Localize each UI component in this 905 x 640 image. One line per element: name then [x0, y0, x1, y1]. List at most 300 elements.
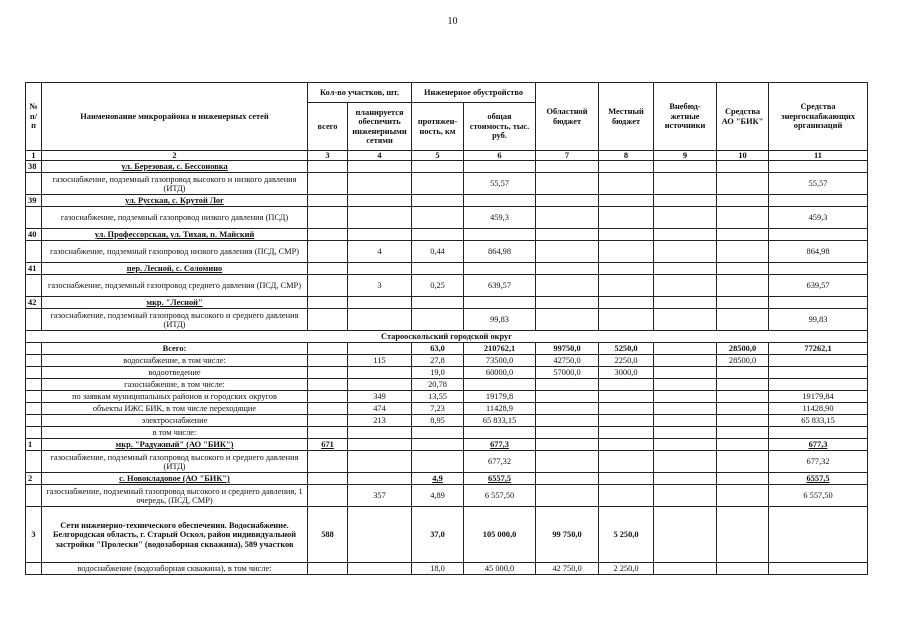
- value-cell: [536, 173, 599, 195]
- row-number-cell: [26, 427, 42, 439]
- value-cell: 5 250,0: [599, 507, 654, 563]
- value-cell: [599, 195, 654, 207]
- value-cell: [654, 355, 717, 367]
- row-name-cell: мкр. "Лесной": [42, 297, 308, 309]
- value-cell: 42750,0: [536, 355, 599, 367]
- row-number-cell: [26, 275, 42, 297]
- column-number: 4: [348, 151, 412, 161]
- value-cell: 6557,5: [464, 473, 536, 485]
- row-name-cell: объекты ИЖС БИК, в том числе переходящие: [42, 403, 308, 415]
- value-cell: 639,57: [464, 275, 536, 297]
- table-row: [26, 507, 868, 563]
- value-cell: [599, 403, 654, 415]
- value-cell: [536, 473, 599, 485]
- section-title: Старооскольский городской округ: [26, 331, 868, 343]
- row-number-cell: [26, 173, 42, 195]
- value-cell: 65 833,15: [769, 415, 868, 427]
- value-cell: [717, 439, 769, 451]
- value-cell: [308, 195, 348, 207]
- value-cell: [308, 309, 348, 331]
- page-number: 10: [447, 16, 458, 27]
- value-cell: [717, 485, 769, 507]
- value-cell: [717, 275, 769, 297]
- value-cell: 4,89: [412, 485, 464, 507]
- value-cell: 105 000,0: [464, 507, 536, 563]
- value-cell: [769, 161, 868, 173]
- table-row: [26, 161, 868, 173]
- value-cell: [769, 229, 868, 241]
- value-cell: 671: [308, 439, 348, 451]
- value-cell: [308, 473, 348, 485]
- value-cell: [654, 367, 717, 379]
- value-cell: 63,0: [412, 343, 464, 355]
- value-cell: [464, 161, 536, 173]
- column-number: 10: [717, 151, 769, 161]
- value-cell: [308, 355, 348, 367]
- row-number-cell: [26, 485, 42, 507]
- value-cell: [769, 355, 868, 367]
- value-cell: 28500,0: [717, 343, 769, 355]
- value-cell: 27,8: [412, 355, 464, 367]
- value-cell: [412, 451, 464, 473]
- value-cell: [308, 563, 348, 575]
- value-cell: [348, 379, 412, 391]
- value-cell: [348, 297, 412, 309]
- value-cell: 55,57: [464, 173, 536, 195]
- row-number-cell: 38: [26, 161, 42, 173]
- value-cell: [599, 427, 654, 439]
- value-cell: [717, 207, 769, 229]
- value-cell: [769, 195, 868, 207]
- table-row: [26, 297, 868, 309]
- value-cell: [412, 229, 464, 241]
- row-number-cell: [26, 355, 42, 367]
- value-cell: [536, 379, 599, 391]
- value-cell: [412, 439, 464, 451]
- value-cell: [348, 195, 412, 207]
- row-number-cell: 39: [26, 195, 42, 207]
- row-number-cell: [26, 563, 42, 575]
- value-cell: [412, 195, 464, 207]
- value-cell: 6 557,50: [769, 485, 868, 507]
- value-cell: [308, 427, 348, 439]
- table-row: [26, 379, 868, 391]
- value-cell: [654, 439, 717, 451]
- value-cell: 7,23: [412, 403, 464, 415]
- value-cell: [654, 485, 717, 507]
- header-regional: Областной бюджет: [536, 83, 599, 151]
- value-cell: [599, 391, 654, 403]
- table-row: [26, 403, 868, 415]
- value-cell: [348, 343, 412, 355]
- table-row: [26, 309, 868, 331]
- value-cell: [348, 263, 412, 275]
- table-header: [26, 83, 868, 161]
- row-number-cell: [26, 309, 42, 331]
- column-number: 2: [42, 151, 308, 161]
- value-cell: [412, 427, 464, 439]
- row-number-cell: [26, 379, 42, 391]
- row-name-cell: мкр. "Радужный" (АО "БИК"): [42, 439, 308, 451]
- table-row: [26, 195, 868, 207]
- value-cell: 13,55: [412, 391, 464, 403]
- value-cell: [654, 379, 717, 391]
- value-cell: 459,3: [464, 207, 536, 229]
- value-cell: 45 000,0: [464, 563, 536, 575]
- value-cell: [536, 263, 599, 275]
- row-number-cell: 40: [26, 229, 42, 241]
- value-cell: [348, 451, 412, 473]
- table-row: [26, 173, 868, 195]
- value-cell: [717, 451, 769, 473]
- value-cell: 19179,8: [464, 391, 536, 403]
- value-cell: 474: [348, 403, 412, 415]
- value-cell: [654, 241, 717, 263]
- value-cell: [717, 161, 769, 173]
- value-cell: [769, 563, 868, 575]
- value-cell: 864,98: [464, 241, 536, 263]
- value-cell: 19,0: [412, 367, 464, 379]
- value-cell: 8,95: [412, 415, 464, 427]
- value-cell: [464, 297, 536, 309]
- column-number: 11: [769, 151, 868, 161]
- value-cell: 37,0: [412, 507, 464, 563]
- value-cell: [536, 427, 599, 439]
- value-cell: 99,83: [769, 309, 868, 331]
- value-cell: [536, 485, 599, 507]
- value-cell: [654, 161, 717, 173]
- value-cell: [599, 161, 654, 173]
- row-name-cell: водоснабжение (водозаборная скважина), в том числе:: [42, 563, 308, 575]
- table-row: [26, 241, 868, 263]
- row-name-cell: водоснабжение, в том числе:: [42, 355, 308, 367]
- value-cell: [717, 173, 769, 195]
- value-cell: [348, 473, 412, 485]
- value-cell: [536, 391, 599, 403]
- value-cell: [654, 297, 717, 309]
- value-cell: 4: [348, 241, 412, 263]
- row-name-cell: Всего:: [42, 343, 308, 355]
- value-cell: [412, 161, 464, 173]
- value-cell: [308, 161, 348, 173]
- value-cell: [464, 195, 536, 207]
- column-number-row: [26, 151, 868, 161]
- value-cell: [536, 195, 599, 207]
- header-local: Местный бюджет: [599, 83, 654, 151]
- value-cell: 4,9: [412, 473, 464, 485]
- table-row: [26, 415, 868, 427]
- value-cell: 55,57: [769, 173, 868, 195]
- value-cell: [308, 391, 348, 403]
- row-number-cell: 3: [26, 507, 42, 563]
- value-cell: [654, 275, 717, 297]
- value-cell: 57000,0: [536, 367, 599, 379]
- table-row: [26, 355, 868, 367]
- header-plots-group: Кол-во участков, шт.: [308, 83, 412, 103]
- value-cell: [717, 195, 769, 207]
- value-cell: [599, 275, 654, 297]
- value-cell: [654, 229, 717, 241]
- value-cell: 639,57: [769, 275, 868, 297]
- value-cell: [348, 439, 412, 451]
- value-cell: [308, 451, 348, 473]
- value-cell: 99750,0: [536, 343, 599, 355]
- value-cell: 19179,84: [769, 391, 868, 403]
- value-cell: [308, 297, 348, 309]
- column-number: 3: [308, 151, 348, 161]
- column-number: 1: [26, 151, 42, 161]
- value-cell: [464, 427, 536, 439]
- table-row: [26, 331, 868, 343]
- value-cell: [308, 229, 348, 241]
- value-cell: [769, 263, 868, 275]
- value-cell: 864,98: [769, 241, 868, 263]
- table-row: [26, 451, 868, 473]
- row-name-cell: Сети инженерно-технического обеспечения. Водоснабжение. Белгородская область, г. Старый Оскол, район индивидуальной застройки "Пролески" (водозаборная скважина), 589 участков: [42, 507, 308, 563]
- row-name-cell: в том числе:: [42, 427, 308, 439]
- table-row: [26, 391, 868, 403]
- value-cell: [308, 367, 348, 379]
- row-name-cell: электроснабжение: [42, 415, 308, 427]
- row-number-cell: 41: [26, 263, 42, 275]
- row-number-cell: [26, 343, 42, 355]
- value-cell: [769, 427, 868, 439]
- header-plots-total: всего: [308, 103, 348, 151]
- row-number-cell: [26, 403, 42, 415]
- value-cell: [717, 379, 769, 391]
- table-row: [26, 275, 868, 297]
- value-cell: 459,3: [769, 207, 868, 229]
- value-cell: [599, 379, 654, 391]
- value-cell: 357: [348, 485, 412, 507]
- value-cell: 677,32: [464, 451, 536, 473]
- value-cell: [654, 507, 717, 563]
- table-row: [26, 263, 868, 275]
- value-cell: [464, 229, 536, 241]
- value-cell: [348, 229, 412, 241]
- value-cell: [536, 241, 599, 263]
- value-cell: [536, 275, 599, 297]
- value-cell: [536, 309, 599, 331]
- value-cell: [308, 275, 348, 297]
- value-cell: [654, 427, 717, 439]
- value-cell: 115: [348, 355, 412, 367]
- row-name-cell: по заявкам муниципальных районов и городских округов: [42, 391, 308, 403]
- row-name-cell: ул. Профессорская, ул. Тихая, п. Майский: [42, 229, 308, 241]
- value-cell: [654, 309, 717, 331]
- value-cell: [308, 173, 348, 195]
- value-cell: [536, 403, 599, 415]
- value-cell: [654, 403, 717, 415]
- value-cell: [348, 309, 412, 331]
- value-cell: [654, 195, 717, 207]
- value-cell: 77262,1: [769, 343, 868, 355]
- value-cell: [599, 309, 654, 331]
- table-row: [26, 343, 868, 355]
- table-row: [26, 563, 868, 575]
- column-number: 9: [654, 151, 717, 161]
- row-name-cell: газоснабжение, подземный газопровод высокого и среднего давления (ИТД): [42, 451, 308, 473]
- value-cell: [717, 263, 769, 275]
- value-cell: [654, 415, 717, 427]
- value-cell: [717, 297, 769, 309]
- table-row: [26, 439, 868, 451]
- value-cell: [536, 207, 599, 229]
- value-cell: [348, 207, 412, 229]
- row-name-cell: газоснабжение, подземный газопровод низкого давления (ПСД): [42, 207, 308, 229]
- row-name-cell: ул. Русская, с. Крутой Лог: [42, 195, 308, 207]
- value-cell: [717, 391, 769, 403]
- value-cell: [717, 507, 769, 563]
- value-cell: 677,3: [769, 439, 868, 451]
- value-cell: [654, 451, 717, 473]
- value-cell: [308, 485, 348, 507]
- value-cell: [717, 563, 769, 575]
- value-cell: [536, 451, 599, 473]
- table-row: [26, 229, 868, 241]
- value-cell: 20,78: [412, 379, 464, 391]
- value-cell: [348, 563, 412, 575]
- value-cell: [536, 297, 599, 309]
- table-row: [26, 367, 868, 379]
- value-cell: [769, 367, 868, 379]
- value-cell: [599, 229, 654, 241]
- value-cell: [308, 379, 348, 391]
- row-number-cell: [26, 415, 42, 427]
- value-cell: 42 750,0: [536, 563, 599, 575]
- table-row: [26, 427, 868, 439]
- column-number: 8: [599, 151, 654, 161]
- value-cell: [348, 507, 412, 563]
- value-cell: [599, 485, 654, 507]
- value-cell: 588: [308, 507, 348, 563]
- header-name: Наименование микрорайона и инженерных сетей: [42, 83, 308, 151]
- value-cell: 0,25: [412, 275, 464, 297]
- header-offbudget: Внебюд-жетные источники: [654, 83, 717, 151]
- value-cell: [599, 297, 654, 309]
- budget-table: [25, 82, 868, 575]
- value-cell: [599, 173, 654, 195]
- row-number-cell: [26, 241, 42, 263]
- value-cell: [599, 207, 654, 229]
- table-row: [26, 207, 868, 229]
- value-cell: 99,83: [464, 309, 536, 331]
- row-name-cell: газоснабжение, подземный газопровод высокого и среднего давления, 1 очередь, (ПСД, СМР): [42, 485, 308, 507]
- header-energy: Средства энергоснабжающих организаций: [769, 83, 868, 151]
- value-cell: [717, 473, 769, 485]
- row-name-cell: ул. Березовая, с. Бессоновка: [42, 161, 308, 173]
- value-cell: 677,3: [464, 439, 536, 451]
- value-cell: 60000,0: [464, 367, 536, 379]
- header-num: № п/п: [26, 83, 42, 151]
- value-cell: [654, 343, 717, 355]
- value-cell: [412, 309, 464, 331]
- value-cell: [536, 161, 599, 173]
- value-cell: [717, 309, 769, 331]
- value-cell: [717, 415, 769, 427]
- value-cell: 210762,1: [464, 343, 536, 355]
- value-cell: [412, 263, 464, 275]
- value-cell: 2250,0: [599, 355, 654, 367]
- value-cell: [348, 367, 412, 379]
- value-cell: 677,32: [769, 451, 868, 473]
- row-number-cell: 42: [26, 297, 42, 309]
- value-cell: 99 750,0: [536, 507, 599, 563]
- value-cell: [717, 367, 769, 379]
- value-cell: 349: [348, 391, 412, 403]
- row-name-cell: газоснабжение, подземный газопровод высокого и низкого давления (ИТД): [42, 173, 308, 195]
- column-number: 6: [464, 151, 536, 161]
- value-cell: [308, 415, 348, 427]
- value-cell: [308, 343, 348, 355]
- value-cell: 6557,5: [769, 473, 868, 485]
- value-cell: 73500,0: [464, 355, 536, 367]
- value-cell: 5250,0: [599, 343, 654, 355]
- row-name-cell: с. Новокладовое (АО "БИК"): [42, 473, 308, 485]
- value-cell: [412, 173, 464, 195]
- value-cell: [464, 379, 536, 391]
- value-cell: [348, 173, 412, 195]
- value-cell: 6 557,50: [464, 485, 536, 507]
- row-name-cell: водоотведение: [42, 367, 308, 379]
- row-number-cell: 2: [26, 473, 42, 485]
- row-name-cell: газоснабжение, в том числе:: [42, 379, 308, 391]
- value-cell: 11428,9: [464, 403, 536, 415]
- value-cell: [654, 207, 717, 229]
- value-cell: 3000,0: [599, 367, 654, 379]
- row-name-cell: газоснабжение, подземный газопровод высокого и среднего давления (ИТД): [42, 309, 308, 331]
- value-cell: [599, 451, 654, 473]
- row-number-cell: [26, 451, 42, 473]
- value-cell: [599, 241, 654, 263]
- header-bik: Средства АО "БИК": [717, 83, 769, 151]
- value-cell: [536, 439, 599, 451]
- column-number: 7: [536, 151, 599, 161]
- header-cost: общая стоимость, тыс. руб.: [464, 103, 536, 151]
- value-cell: [654, 173, 717, 195]
- table-row: [26, 485, 868, 507]
- value-cell: [654, 391, 717, 403]
- value-cell: [599, 415, 654, 427]
- value-cell: [717, 427, 769, 439]
- value-cell: [464, 263, 536, 275]
- row-name-cell: газоснабжение, подземный газопровод низкого давления (ПСД, СМР): [42, 241, 308, 263]
- row-number-cell: [26, 207, 42, 229]
- value-cell: [654, 563, 717, 575]
- row-number-cell: 1: [26, 439, 42, 451]
- row-name-cell: пер. Лесной, с. Соломино: [42, 263, 308, 275]
- value-cell: [599, 263, 654, 275]
- value-cell: [654, 473, 717, 485]
- value-cell: 0,44: [412, 241, 464, 263]
- value-cell: [412, 207, 464, 229]
- value-cell: 213: [348, 415, 412, 427]
- value-cell: [308, 263, 348, 275]
- row-name-cell: газоснабжение, подземный газопровод среднего давления (ПСД, СМР): [42, 275, 308, 297]
- value-cell: [412, 297, 464, 309]
- row-number-cell: [26, 391, 42, 403]
- value-cell: [599, 439, 654, 451]
- value-cell: [717, 403, 769, 415]
- value-cell: [536, 229, 599, 241]
- header-plots-planned: планируется обеспечить инженерными сетями: [348, 103, 412, 151]
- value-cell: 2 250,0: [599, 563, 654, 575]
- value-cell: [654, 263, 717, 275]
- value-cell: 65 833,15: [464, 415, 536, 427]
- value-cell: 11428,90: [769, 403, 868, 415]
- value-cell: [717, 229, 769, 241]
- value-cell: [536, 415, 599, 427]
